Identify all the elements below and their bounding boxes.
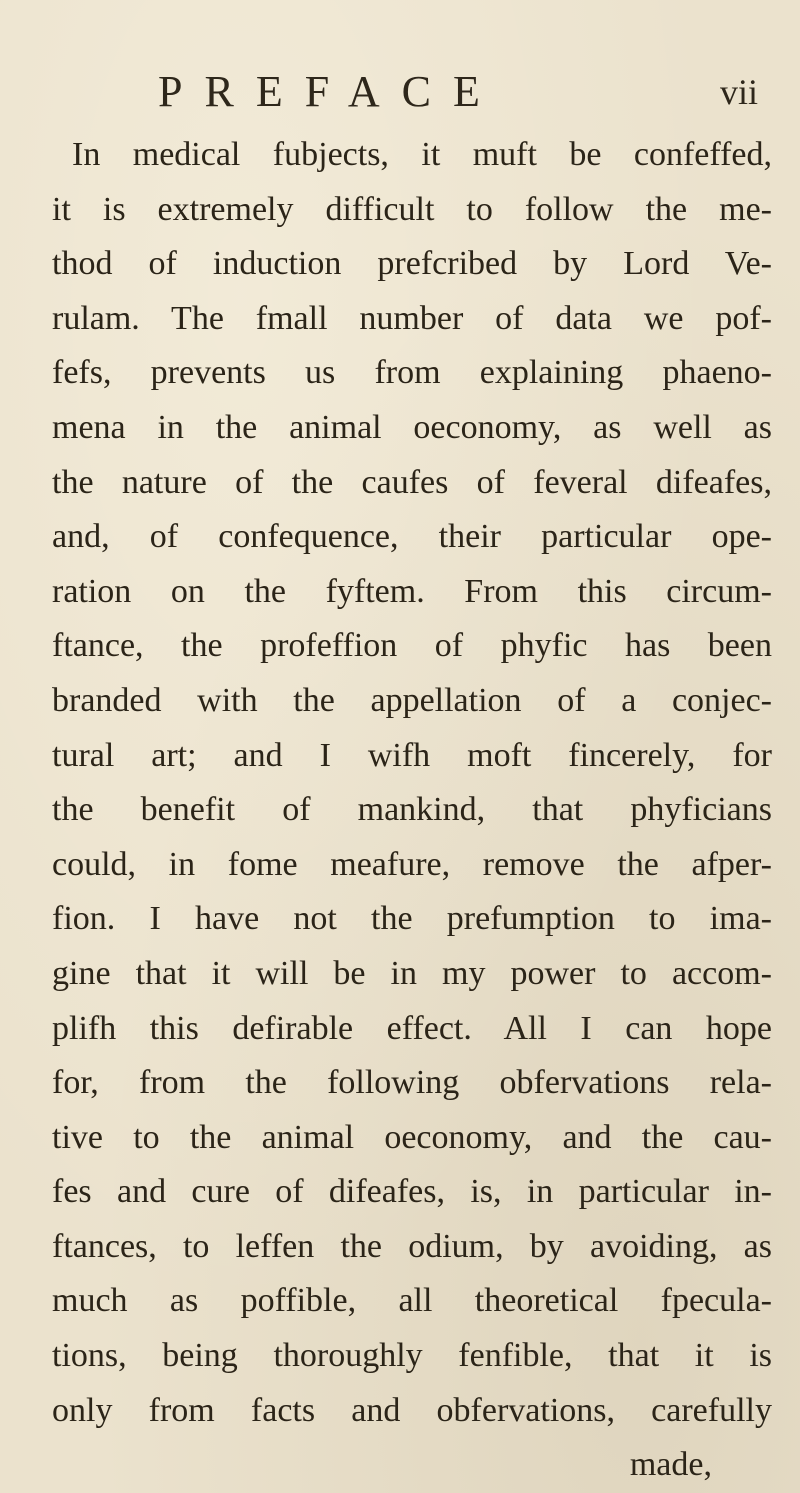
text-line: tive to the animal oeconomy, and the cau- [52,1118,772,1156]
text-line: tions, being thoroughly fenfible, that it is [52,1337,772,1375]
text-line: it is extremely difficult to follow the me- [52,190,772,228]
text-line: for, from the following obfervations rela- [52,1064,772,1102]
text-line: the benefit of mankind, that phyficians [52,791,772,829]
text-line: branded with the appellation of a conjec- [52,681,772,719]
text-line: much as poffible, all theoretical fpecula- [52,1282,772,1320]
text-line: could, in fome meafure, remove the afper- [52,845,772,883]
text-line: In medical fubjects, it muft be confeffed, [72,136,772,173]
text-line: fion. I have not the prefumption to ima- [52,900,772,938]
text-line: only from facts and obfervations, carefully [52,1391,772,1429]
text-line: and, of confequence, their particular ope- [52,518,772,556]
page-number: vii [719,72,758,112]
text-line: ration on the fyftem. From this circum- [52,572,772,610]
text-line: the nature of the caufes of feveral difeafes, [52,463,772,501]
text-line: gine that it will be in my power to accom- [52,954,772,992]
text-line: fes and cure of difeafes, is, in particular in- [52,1173,772,1211]
text-line: ftance, the profeffion of phyfic has been [52,627,772,665]
text-line: fefs, prevents us from explaining phaeno- [52,354,772,392]
text-line: thod of induction prefcribed by Lord Ve- [52,245,772,283]
catchword: made, [629,1446,712,1484]
text-line: plifh this defirable effect. All I can hope [52,1009,772,1047]
text-line: ftances, to leffen the odium, by avoiding, as [52,1227,772,1265]
running-head [158,62,758,122]
text-line: tural art; and I wifh moft fincerely, for [52,736,772,774]
running-title: PREFACE [158,67,502,116]
text-line: rulam. The fmall number of data we pof- [52,299,772,337]
body-text [52,128,772,1493]
text-line: mena in the animal oeconomy, as well as [52,408,772,446]
